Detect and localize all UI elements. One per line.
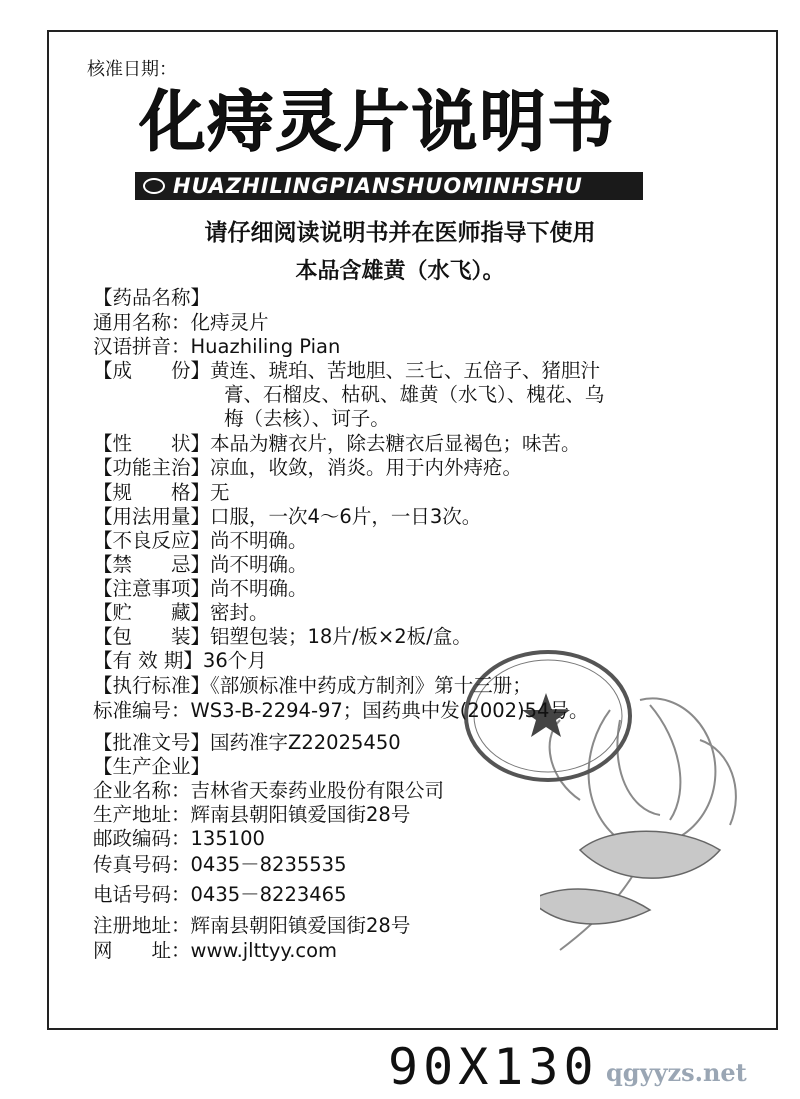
fax-label: 传真号码： — [93, 853, 191, 876]
postcode-label: 邮政编码： — [93, 827, 191, 850]
ingredients-row — [93, 359, 600, 383]
ingredients-line-3: 梅（去核）、诃子。 — [224, 407, 390, 430]
contraindications-row — [93, 553, 308, 577]
approval-number-row — [93, 731, 401, 755]
precautions-label: 【注意事项】 — [93, 577, 211, 600]
approval-number-value: 国药准字Z22025450 — [210, 731, 401, 754]
storage-label: 【贮 藏】 — [93, 601, 211, 624]
approval-date-label: 核准日期： — [87, 59, 177, 80]
properties-row — [93, 432, 581, 456]
usage-row — [93, 505, 481, 529]
ingredients-line-2: 膏、石榴皮、枯矾、雄黄（水飞）、槐花、乌 — [224, 383, 605, 406]
postcode-row — [93, 827, 265, 851]
company-row — [93, 779, 444, 803]
pinyin-row — [93, 335, 340, 359]
site-watermark: qgyyzs.net — [606, 1058, 747, 1087]
spec-row — [93, 481, 230, 505]
indications-row — [93, 456, 522, 480]
company-label: 企业名称： — [93, 779, 191, 802]
package-row — [93, 625, 472, 649]
read-instructions-notice: 请仔细阅读说明书并在医师指导下使用 — [204, 219, 596, 246]
package-value: 铝塑包装；18片/板×2板/盒。 — [210, 625, 472, 648]
pinyin-value: Huazhiling Pian — [190, 335, 341, 358]
document-title: 化痔灵片说明书 — [139, 83, 615, 160]
validity-label: 【有 效 期】 — [93, 649, 203, 672]
postcode-value: 135100 — [190, 827, 265, 850]
drug-name-header: 【药品名称】 — [93, 286, 211, 309]
sheet-size-label: 90X130 — [388, 1038, 599, 1096]
address-row — [93, 803, 410, 827]
generic-name-value: 化痔灵片 — [190, 311, 269, 334]
brand-emblem-icon — [143, 178, 165, 194]
usage-value: 口服，一次4～6片，一日3次。 — [210, 505, 482, 528]
precautions-value: 尚不明确。 — [210, 577, 308, 600]
pinyin-title-bar — [135, 172, 643, 200]
standard-number-value: WS3-B-2294-97；国药典中发(2002)54号。 — [190, 699, 589, 722]
generic-name-label: 通用名称： — [93, 311, 191, 334]
contraindications-value: 尚不明确。 — [210, 553, 308, 576]
registered-address-row — [93, 914, 410, 938]
website-label: 网 址： — [93, 939, 191, 962]
registered-address-label: 注册地址： — [93, 914, 191, 937]
fax-row — [93, 853, 347, 877]
spec-value: 无 — [210, 481, 230, 504]
manufacturer-header: 【生产企业】 — [93, 755, 211, 778]
website-row — [93, 939, 337, 963]
phone-value: 0435－8223465 — [190, 883, 347, 906]
indications-value: 凉血，收敛，消炎。用于内外痔疮。 — [210, 456, 523, 479]
generic-name-row — [93, 311, 269, 335]
properties-label: 【性 状】 — [93, 432, 211, 455]
storage-value: 密封。 — [210, 601, 269, 624]
phone-row — [93, 883, 347, 907]
indications-label: 【功能主治】 — [93, 456, 211, 479]
validity-value: 36个月 — [202, 649, 267, 672]
ingredient-notice: 本品含雄黄（水飞）。 — [295, 259, 505, 284]
address-label: 生产地址： — [93, 803, 191, 826]
properties-value: 本品为糖衣片，除去糖衣后显褐色；味苦。 — [210, 432, 581, 455]
approval-number-label: 【批准文号】 — [93, 731, 211, 754]
contraindications-label: 【禁 忌】 — [93, 553, 211, 576]
ingredients-line-1: 黄连、琥珀、苦地胆、三七、五倍子、猪胆汁 — [210, 359, 601, 382]
website-value: www.jlttyy.com — [190, 939, 338, 962]
standard-label: 【执行标准】 — [93, 674, 211, 697]
standard-row — [93, 674, 532, 698]
pinyin-title: HUAZHILINGPIANSHUOMINHSHU — [173, 174, 583, 198]
phone-label: 电话号码： — [93, 883, 191, 906]
registered-address-value: 辉南县朝阳镇爱国街28号 — [190, 914, 411, 937]
adverse-row — [93, 529, 308, 553]
address-value: 辉南县朝阳镇爱国街28号 — [190, 803, 411, 826]
spec-label: 【规 格】 — [93, 481, 211, 504]
ingredients-label: 【成 份】 — [93, 359, 211, 382]
standard-number-label: 标准编号： — [93, 699, 191, 722]
pinyin-label: 汉语拼音： — [93, 335, 191, 358]
usage-label: 【用法用量】 — [93, 505, 211, 528]
package-label: 【包 装】 — [93, 625, 211, 648]
company-value: 吉林省天泰药业股份有限公司 — [190, 779, 445, 802]
adverse-label: 【不良反应】 — [93, 529, 211, 552]
standard-value: 《部颁标准中药成方制剂》第十三册； — [210, 674, 532, 697]
precautions-row — [93, 577, 308, 601]
adverse-value: 尚不明确。 — [210, 529, 308, 552]
validity-row — [93, 649, 267, 673]
storage-row — [93, 601, 269, 625]
fax-value: 0435－8235535 — [190, 853, 347, 876]
standard-number-row — [93, 699, 588, 723]
